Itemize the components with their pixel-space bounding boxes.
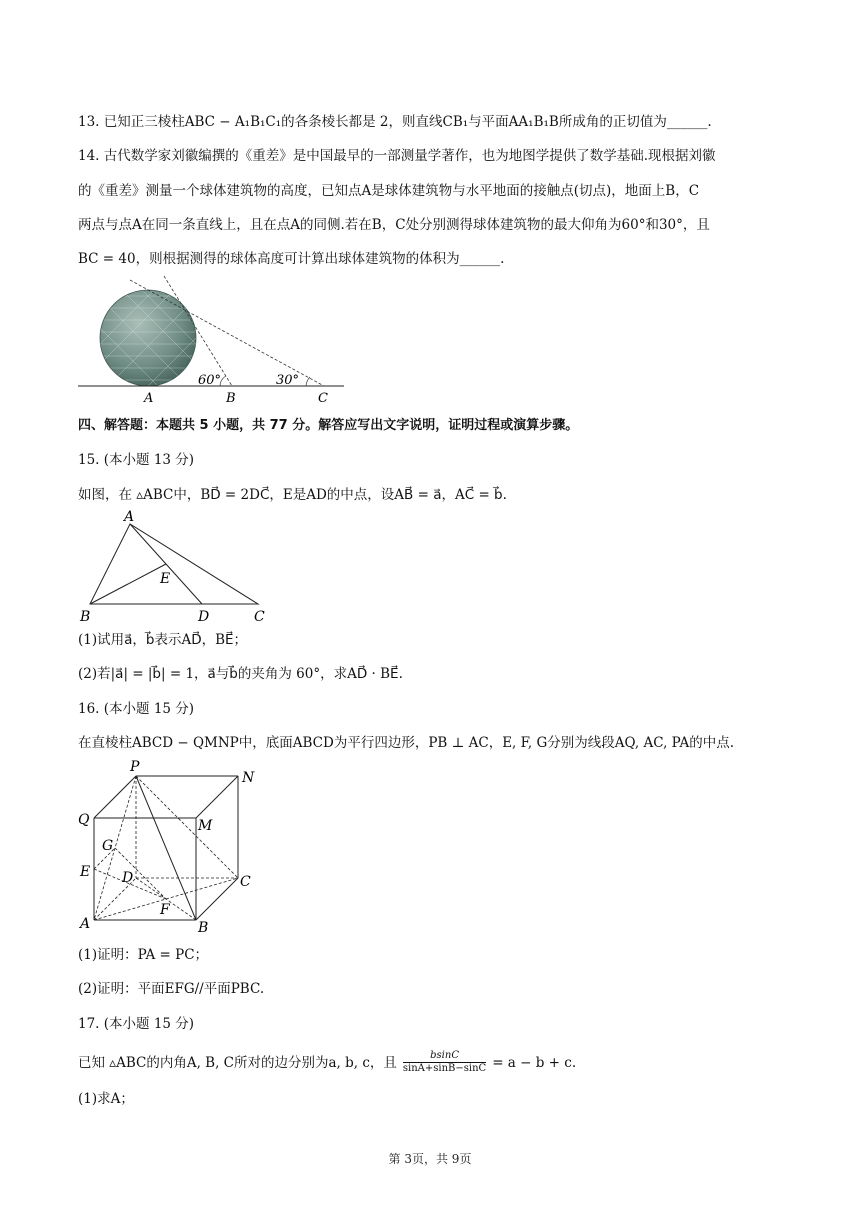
question-14-line-4: BC = 40，则根据测得的球体高度可计算出球体建筑物的体积为______. <box>78 251 505 267</box>
figure-sphere-building <box>78 276 350 408</box>
tri-point-c: C <box>254 609 265 625</box>
question-14-line-1: 14. 古代数学家刘徽编撰的《重差》是中国最早的一部测量学著作，也为地图学提供了数学基础.现根据刘徽 <box>78 148 716 164</box>
prism-point-q: Q <box>78 812 90 828</box>
tri-point-a: A <box>124 509 135 525</box>
figure-triangle-abc <box>78 508 278 626</box>
page-footer: 第 3页，共 9页 <box>388 1152 472 1166</box>
prism-point-m: M <box>198 818 213 834</box>
fraction-numerator: bsinC <box>430 1050 459 1061</box>
question-14-line-2: 的《重差》测量一个球体建筑物的高度，已知点A是球体建筑物与水平地面的接触点(切点)，地面上B，C <box>78 183 700 199</box>
prism-point-b: B <box>198 920 209 936</box>
angle-60-label: 60° <box>198 373 222 388</box>
question-16-heading: 16. (本小题 15 分) <box>78 701 195 717</box>
tri-point-b: B <box>80 609 91 625</box>
question-17-fraction <box>403 1050 486 1075</box>
angle-30-label: 30° <box>276 373 300 388</box>
question-15-part-1: (1)试用a⃗，b⃗表示AD⃗，BE⃗； <box>78 632 248 648</box>
question-15-part-2: (2)若|a⃗| = |b⃗| = 1，a⃗与b⃗的夹角为 60°，求AD⃗ · BE⃗. <box>78 666 403 682</box>
point-a-label: A <box>144 391 154 406</box>
prism-point-e: E <box>80 864 91 880</box>
prism-point-n: N <box>242 770 255 786</box>
question-15-heading: 15. (本小题 13 分) <box>78 452 195 468</box>
point-c-label: C <box>318 391 328 406</box>
question-17-stem-equality: = a − b + c. <box>492 1054 577 1071</box>
question-14-line-3: 两点与点A在同一条直线上，且在点A的同侧.若在B，C处分别测得球体建筑物的最大仰角为60°和30°，且 <box>78 217 710 233</box>
prism-point-g: G <box>102 838 114 854</box>
tri-point-d: D <box>198 609 210 625</box>
question-16-part-1: (1)证明：PA = PC； <box>78 947 209 963</box>
prism-point-f: F <box>160 902 170 918</box>
fraction-denominator: sinA+sinB−sinC <box>402 1063 487 1074</box>
figure-prism <box>78 756 268 936</box>
prism-point-p: P <box>130 759 140 775</box>
prism-point-a: A <box>80 916 91 932</box>
question-17-part-1: (1)求A； <box>78 1091 134 1107</box>
question-15-stem: 如图，在 ▵ABC中，BD⃗ = 2DC⃗，E是AD的中点，设AB⃗ = a⃗，AC⃗ = b⃗. <box>78 487 507 503</box>
question-17-stem <box>78 1050 576 1075</box>
question-17-stem-text: 已知 ▵ABC的内角A, B, C所对的边分别为a, b, c，且 <box>78 1054 397 1071</box>
point-b-label: B <box>226 391 236 406</box>
section-4-heading: 四、解答题：本题共 5 小题，共 77 分。解答应写出文字说明，证明过程或演算步骤。 <box>78 418 579 433</box>
prism-point-c: C <box>240 874 251 890</box>
tri-point-e: E <box>160 571 171 587</box>
prism-point-d: D <box>122 870 134 886</box>
question-16-part-2: (2)证明：平面EFG//平面PBC. <box>78 981 265 997</box>
sphere <box>100 290 196 386</box>
question-17-heading: 17. (本小题 15 分) <box>78 1016 195 1032</box>
question-13: 13. 已知正三棱柱ABC − A₁B₁C₁的各条棱长都是 2，则直线CB₁与平面AA₁B₁B所成角的正切值为______. <box>78 114 712 130</box>
question-16-stem: 在直棱柱ABCD − QMNP中，底面ABCD为平行四边形，PB ⊥ AC，E, F, G分别为线段AQ, AC, PA的中点. <box>78 735 735 751</box>
